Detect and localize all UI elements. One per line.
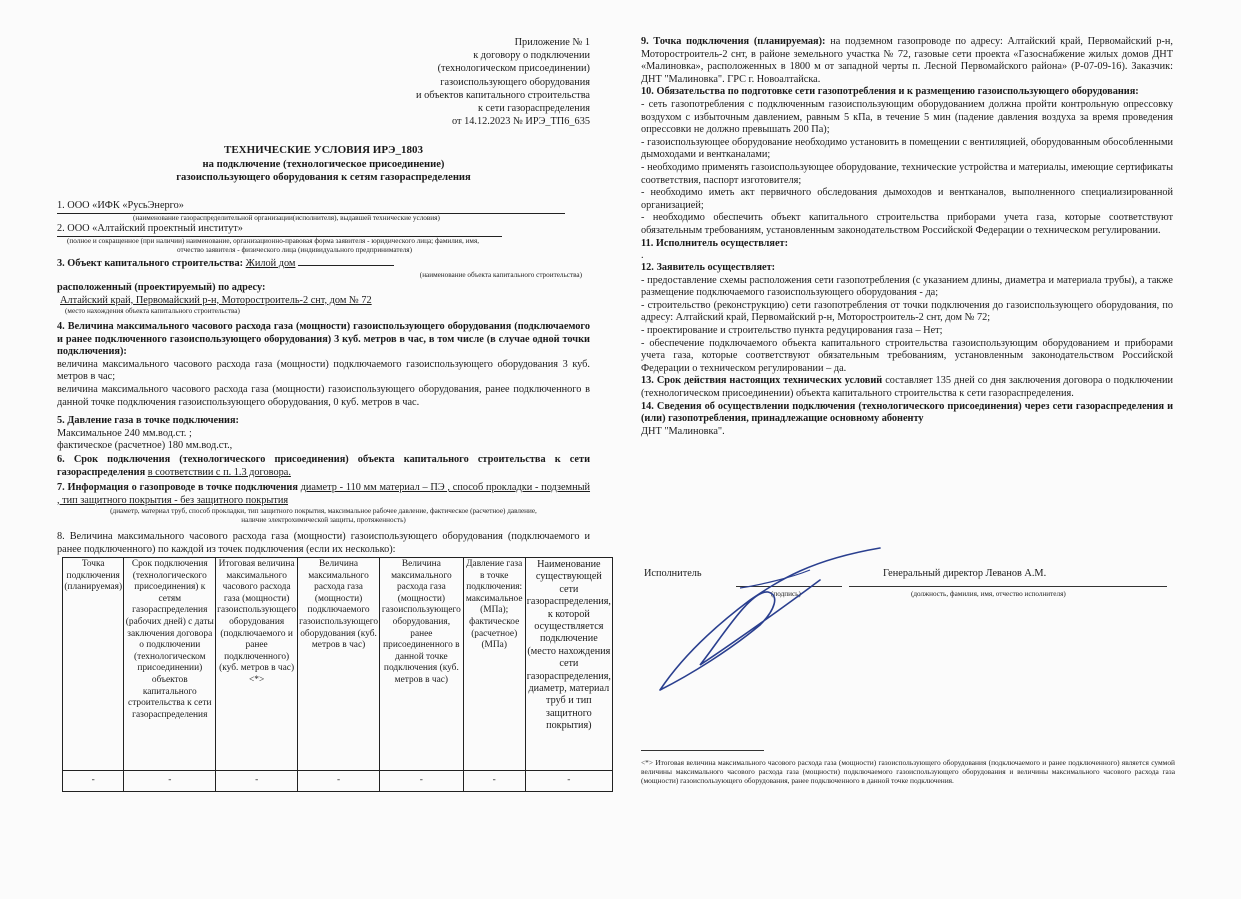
item-8-text: 8. Величина максимального часового расхода газа (мощности) газоиспользующего оборудования (подключаемого и ранее подключенного) по каждой из точек подключения (если их несколько):: [57, 531, 590, 555]
item-3-note: (наименование объекта капитального строительства): [419, 270, 582, 279]
item-6-value: в соответствии с п. 1.3 договора.: [147, 466, 291, 478]
table-header-cell: Срок подключения (технологического присоединения) к сетям газораспределения (рабочих дней) с даты заключения договора о подключении (технологическом присоединении) объектов капитального строительства к сети газораспределения: [124, 558, 216, 771]
item-14-text: ДНТ "Малиновка".: [641, 425, 725, 437]
item-10-a: - сеть газопотребления с подключенным газоиспользующим оборудованием должна пройти контрольную опрессовку воздухом с избыточным давлением, равным 5 кПа, в течение 5 мин (падение давления воздуха за время проведения опрессовки не должно превышать 200 Па);: [641, 98, 1173, 136]
table-header-row: [63, 558, 613, 771]
item-10-c: - необходимо применять газоиспользующее оборудование, технические устройства и материалы, имеющие сертификаты соответствия, паспорт изготовителя;: [641, 161, 1173, 186]
item-10-e: - необходимо обеспечить объект капитального строительства приборами учета газа, которые соответствуют обязательным требованиям, установленным законодательством Российской Федерации о техническом регулировании.: [641, 212, 1173, 236]
item-2-note-2: отчество заявителя - физического лица (индивидуального предпринимателя): [177, 245, 412, 254]
table-header-cell: Наименование существующей сети газораспределения, к которой осуществляется подключение (место нахождения сети газораспределения, диаметр, материал труб и тип защитного покрытия): [525, 558, 612, 771]
annex-line: газоиспользующего оборудования: [440, 76, 590, 88]
item-13-text: составляет 135 дней со дня заключения договора о подключении (технологическом присоединении) объекта капитального строительства к сети газораспределения.: [641, 375, 1173, 400]
table-cell: -: [525, 771, 612, 792]
item-11-heading: 11. Исполнитель осуществляет:: [641, 237, 789, 249]
annex-line: от 14.12.2023 № ИРЭ_ТП6_635: [452, 116, 590, 128]
name-note: (должность, фамилия, имя, отчество исполнителя): [911, 590, 1066, 598]
item-12-c: - проектирование и строительство пункта редуцирования газа – Нет;: [641, 325, 943, 337]
item-3-address: [57, 282, 590, 316]
item-14-heading: 14. Сведения об осуществлении подключения (технологического присоединения) через сети газораспределения и (или) газопотребления, принадлежащие основному абоненту: [641, 400, 1173, 425]
item-6: [57, 454, 590, 479]
annex-line: (технологическом присоединении): [437, 63, 590, 75]
table-cell: -: [463, 771, 525, 792]
footnote-separator: [641, 750, 764, 751]
footnote: <*> Итоговая величина максимального часового расхода газа (мощности) газоиспользующего оборудования (подключаемого и ранее подключенного) является суммой величины максимального часового расхода газа (мощности) подключаемого газоиспользующего оборудования и величины максимального часового расхода газа (мощности) газоиспользующего оборудования, ранее подключенного в данной точке подключения.: [641, 758, 1175, 786]
item-7-value: диаметр - 110 мм материал – ПЭ , способ прокладки - подземный , тип защитного покрытия - без защитного покрытия: [57, 482, 591, 506]
signature-name: Генеральный директор Леванов А.М.: [883, 568, 1047, 579]
item-13-heading: 13. Срок действия настоящих технических условий: [641, 375, 883, 387]
table-header-cell: Величина максимального расхода газа (мощности) подключаемого газоиспользующего оборудования (куб. метров в час): [298, 558, 380, 771]
item-1-note: (наименование газораспределительной организации(исполнителя), выдавшей технические условия): [133, 213, 440, 222]
item-2-value: 2. ООО «Алтайский проектный институт»: [57, 223, 502, 237]
item-4-heading: 4. Величина максимального часового расхода газа (мощности) газоиспользующего оборудования (подключаемого и ранее подключенного газоиспользующего оборудования) 3 куб. метров в час, в том числе (в случае одной точки подключения):: [57, 321, 590, 358]
table-header-cell: Точка подключения (планируемая): [63, 558, 124, 771]
item-12-d: - обеспечение подключаемого объекта капитального строительства газоиспользующим оборудованием и приборами учета газа, которые соответствуют обязательным требованиям, установленным законодательством Российской Федерации о техническом регулировании – да.: [641, 337, 1173, 374]
annex-line: к договору о подключении: [473, 50, 590, 62]
item-4: [57, 321, 590, 409]
annex-header: [290, 36, 590, 128]
item-12-a: - предоставление схемы расположения сети газопотребления (с указанием длины, диаметра и материала трубы), а также размещение подключаемого газоиспользующего оборудования - да;: [641, 274, 1173, 299]
item-3: [57, 258, 590, 280]
item-3-address-note: (место нахождения объекта капитального строительства): [65, 307, 240, 316]
item-7: [57, 482, 590, 525]
annex-line: к сети газораспределения: [477, 103, 590, 115]
item-10-b: - газоиспользующее оборудование необходимо установить в помещении с вентиляцией, оборудованным обособленными дымоходами и вентканалами;: [641, 136, 1173, 161]
table-header-cell: Давление газа в точке подключения: максимальное (МПа); фактическое (расчетное) (МПа): [463, 558, 525, 771]
annex-line: Приложение № 1: [514, 37, 590, 48]
item-10-heading: 10. Обязательства по подготовке сети газопотребления и к размещению газоиспользующего оборудования:: [641, 86, 1139, 98]
item-6-heading: 6. Срок подключения (технологического присоединения) объекта капитального строительства к сети газораспределения: [57, 454, 590, 478]
item-11-text: .: [641, 250, 644, 262]
connection-points-table: [62, 557, 613, 792]
item-9-text: на подземном газопроводе по адресу: Алтайский край, Первомайский р-н, Моторостроитель-2 снт, в районе земельного участка № 72, газовые сети проекта «Газоснабжение жилых домов ДНТ «Малиновка», расположенных в 1800 м от западной черты п. Лесной Первомайского района» (Р-07-09-16). Заказчик: ДНТ "Малиновка". ГРС г. Новоалтайска.: [641, 36, 1174, 85]
item-3-address-value: Алтайский край, Первомайский р-н, Моторостроитель-2 снт, дом № 72: [60, 294, 372, 306]
document-title: [57, 144, 590, 185]
item-9-heading: 9. Точка подключения (планируемая):: [641, 36, 826, 47]
item-2-note-1: (полное и сокращенное (при наличии) наименование, организационно-правовая форма заявителя - юридического лица; фамилия, имя,: [67, 236, 480, 245]
item-4-a: величина максимального часового расхода газа (мощности) подключаемого газоиспользующего оборудования 3 куб. метров в час;: [57, 358, 590, 383]
item-4-b: величина максимального часового расхода газа (мощности) газоиспользующего оборудования, ранее подключенного в данной точке подключения газоиспользующего оборудования, 0 куб. метров в час.: [57, 383, 590, 408]
item-5-b: фактическое (расчетное) 180 мм.вод.ст.,: [57, 440, 233, 452]
item-9: [641, 36, 1173, 86]
item-2: [57, 223, 590, 255]
item-7-note-2: наличие электрохимической защиты, протяженность): [241, 516, 406, 525]
table-cell: -: [124, 771, 216, 792]
signature-note: (подпись): [771, 590, 801, 598]
title-line-3: газоиспользующего оборудования к сетям газораспределения: [176, 172, 471, 183]
title-line-1: ТЕХНИЧЕСКИЕ УСЛОВИЯ ИРЭ_1803: [223, 144, 424, 156]
table-header-cell: Величина максимального расхода газа (мощности) газоиспользующего оборудования, ранее присоединенного в данной точке подключения (куб. метров в час): [380, 558, 464, 771]
item-1: [57, 200, 590, 223]
handwritten-signature-icon: [640, 540, 890, 700]
item-3-value: Жилой дом: [245, 258, 296, 269]
item-5-a: Максимальное 240 мм.вод.ст. ;: [57, 427, 192, 439]
item-12-b: - строительство (реконструкцию) сети газопотребления от точки подключения до газоиспользующего оборудования, по адресу: Алтайский край, Первомайский р-н, Моторостроитель-2 снт, дом № 72;: [641, 299, 1173, 324]
item-3-address-label: расположенный (проектируемый) по адресу:: [57, 282, 266, 293]
table-cell: -: [216, 771, 298, 792]
item-5-heading: 5. Давление газа в точке подключения:: [57, 415, 239, 426]
item-3-label: 3. Объект капитального строительства:: [57, 258, 244, 269]
item-7-note-1: (диаметр, материал труб, способ прокладки, тип защитного покрытия, максимальное рабочее давление, фактическое (расчетное) давление,: [110, 507, 537, 516]
item-5: [57, 415, 590, 453]
item-3-underline: [298, 265, 394, 266]
item-10-d: - необходимо иметь акт первичного обследования дымоходов и вентканалов, выполненного специализированной организацией;: [641, 187, 1173, 211]
name-line: [849, 586, 1167, 587]
item-1-value: 1. ООО «ИФК «РусьЭнерго»: [57, 200, 565, 214]
table-cell: -: [380, 771, 464, 792]
right-column: [641, 36, 1173, 438]
table-cell: -: [298, 771, 380, 792]
item-12-heading: 12. Заявитель осуществляет:: [641, 262, 776, 274]
table-cell: -: [63, 771, 124, 792]
title-line-2: на подключение (технологическое присоединение): [202, 158, 445, 170]
table-row: [63, 771, 613, 792]
item-8: [57, 531, 590, 556]
annex-line: и объектов капитального строительства: [416, 89, 590, 101]
table-header-cell: Итоговая величина максимального часового расхода газа (мощности) газоиспользующего оборудования (подключаемого и ранее подключенного) (куб. метров в час) <*>: [216, 558, 298, 771]
item-13: [641, 375, 1173, 400]
item-7-heading: 7. Информация о газопроводе в точке подключения: [57, 482, 298, 493]
signature-role: Исполнитель: [644, 568, 702, 579]
